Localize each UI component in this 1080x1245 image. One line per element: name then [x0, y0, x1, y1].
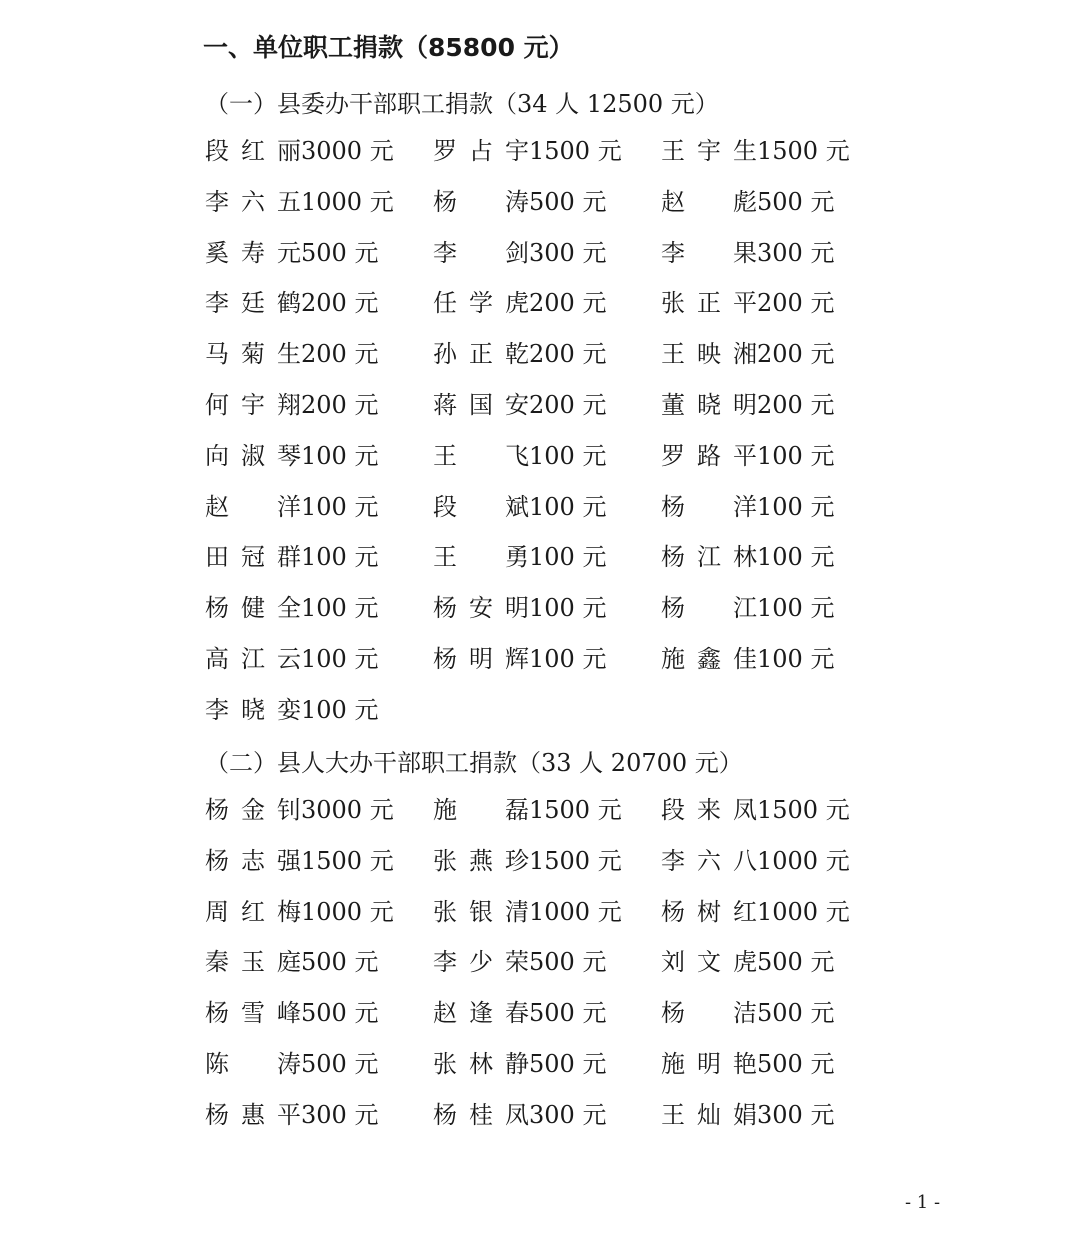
donor-name: 杨 江 — [661, 594, 757, 623]
donation-amount: 100 元 — [301, 644, 379, 673]
donation-amount: 300 元 — [529, 238, 607, 267]
donation-amount: 200 元 — [301, 390, 379, 419]
donor-entry — [433, 790, 622, 830]
donor-name: 杨安明 — [433, 594, 529, 623]
donation-amount: 500 元 — [757, 187, 835, 216]
donor-entry — [661, 131, 850, 171]
donor-entry — [661, 1095, 834, 1135]
donor-name: 张正平 — [661, 289, 757, 318]
donor-entry — [205, 436, 378, 476]
section-title-1: （一）县委办干部职工捐款（34 人 12500 元） — [205, 90, 719, 118]
donor-entry — [205, 537, 378, 577]
donor-grid-2 — [205, 790, 885, 1146]
donation-amount: 500 元 — [757, 948, 835, 977]
donor-entry — [433, 283, 606, 323]
donor-name: 杨 洋 — [661, 492, 757, 521]
donor-name: 陈 涛 — [205, 1049, 301, 1078]
donor-name: 杨雪峰 — [205, 999, 301, 1028]
donor-name: 王宇生 — [661, 137, 757, 165]
donation-amount: 100 元 — [757, 441, 835, 470]
donation-amount: 100 元 — [757, 543, 835, 572]
donor-name: 张林静 — [433, 1049, 529, 1078]
donation-amount: 200 元 — [529, 390, 607, 419]
donation-amount: 500 元 — [529, 948, 607, 977]
donor-entry — [661, 1044, 834, 1084]
donation-amount: 100 元 — [757, 644, 835, 673]
donor-name: 施 磊 — [433, 796, 529, 824]
donation-amount: 1500 元 — [301, 846, 394, 875]
donation-amount: 1000 元 — [757, 846, 850, 875]
donation-amount: 500 元 — [529, 1049, 607, 1078]
section-title-2: （二）县人大办干部职工捐款（33 人 20700 元） — [205, 749, 743, 777]
donor-name: 向淑琴 — [205, 441, 301, 470]
donation-amount: 1000 元 — [529, 897, 622, 926]
donation-amount: 500 元 — [301, 238, 379, 267]
donation-amount: 1000 元 — [757, 897, 850, 926]
donor-name: 王灿娟 — [661, 1100, 757, 1129]
donation-amount: 100 元 — [529, 644, 607, 673]
donor-entry — [205, 841, 394, 881]
donor-entry — [661, 790, 850, 830]
donor-name: 杨桂凤 — [433, 1100, 529, 1129]
donor-name: 李六八 — [661, 846, 757, 875]
donor-name: 李 剑 — [433, 238, 529, 267]
donor-row — [205, 993, 885, 1044]
donation-amount: 500 元 — [301, 1049, 379, 1078]
donation-amount: 1500 元 — [529, 846, 622, 875]
donor-entry — [433, 588, 606, 628]
donor-row — [205, 385, 885, 436]
donation-amount: 1500 元 — [529, 137, 622, 165]
donor-entry — [433, 436, 606, 476]
donor-entry — [661, 385, 834, 425]
donor-name: 杨江林 — [661, 543, 757, 572]
donation-amount: 300 元 — [301, 1100, 379, 1129]
donor-entry — [433, 892, 622, 932]
donor-entry — [661, 942, 834, 982]
donor-name: 秦玉庭 — [205, 948, 301, 977]
donation-amount: 3000 元 — [301, 137, 394, 165]
donor-name: 杨 涛 — [433, 187, 529, 216]
donation-amount: 500 元 — [529, 187, 607, 216]
donor-row — [205, 841, 885, 892]
donor-entry — [433, 1044, 606, 1084]
donor-name: 李少荣 — [433, 948, 529, 977]
donor-entry — [433, 182, 606, 222]
donor-name: 施鑫佳 — [661, 644, 757, 673]
donation-amount: 500 元 — [757, 999, 835, 1028]
donation-amount: 3000 元 — [301, 796, 394, 824]
donor-name: 杨志强 — [205, 846, 301, 875]
donor-row — [205, 690, 885, 741]
page-heading: 一、单位职工捐款（85800 元） — [203, 33, 574, 62]
donation-amount: 500 元 — [529, 999, 607, 1028]
donor-entry — [205, 942, 378, 982]
donor-entry — [433, 639, 606, 679]
donor-name: 王 飞 — [433, 441, 529, 470]
donor-entry — [661, 182, 834, 222]
donor-entry — [661, 283, 834, 323]
donor-row — [205, 131, 885, 182]
donation-amount: 100 元 — [301, 594, 379, 623]
donor-entry — [433, 487, 606, 527]
donor-entry — [661, 841, 850, 881]
donor-name: 董晓明 — [661, 390, 757, 419]
donor-row — [205, 942, 885, 993]
donor-row — [205, 639, 885, 690]
donation-amount: 1500 元 — [757, 137, 850, 165]
donation-amount: 100 元 — [301, 492, 379, 521]
donor-entry — [205, 283, 378, 323]
donor-entry — [205, 385, 378, 425]
donor-row — [205, 892, 885, 943]
donor-name: 张银清 — [433, 897, 529, 926]
donor-name: 李廷鹤 — [205, 289, 301, 318]
donation-amount: 100 元 — [529, 594, 607, 623]
donation-amount: 200 元 — [757, 340, 835, 369]
donor-name: 任学虎 — [433, 289, 529, 318]
donor-entry — [205, 1044, 378, 1084]
donation-amount: 100 元 — [529, 543, 607, 572]
donor-name: 李 果 — [661, 238, 757, 267]
donor-name: 张燕珍 — [433, 846, 529, 875]
donation-amount: 100 元 — [529, 492, 607, 521]
donation-amount: 100 元 — [301, 543, 379, 572]
donor-row — [205, 334, 885, 385]
donor-name: 杨金钊 — [205, 796, 301, 824]
donor-entry — [433, 233, 606, 273]
donor-entry — [433, 334, 606, 374]
page-number: - 1 - — [905, 1192, 941, 1213]
donation-amount: 200 元 — [529, 340, 607, 369]
donor-entry — [205, 1095, 378, 1135]
donor-name: 赵 彪 — [661, 187, 757, 216]
donor-entry — [661, 436, 834, 476]
donation-amount: 300 元 — [529, 1100, 607, 1129]
donation-amount: 1500 元 — [529, 796, 622, 824]
donor-name: 杨惠平 — [205, 1100, 301, 1129]
donation-amount: 1000 元 — [301, 187, 394, 216]
donor-name: 杨 洁 — [661, 999, 757, 1028]
donation-amount: 500 元 — [301, 999, 379, 1028]
donation-amount: 100 元 — [301, 695, 379, 724]
donor-name: 段 斌 — [433, 492, 529, 521]
donor-row — [205, 487, 885, 538]
donor-name: 王 勇 — [433, 543, 529, 572]
donation-amount: 100 元 — [529, 441, 607, 470]
donor-name: 赵 洋 — [205, 492, 301, 521]
donation-amount: 300 元 — [757, 1100, 835, 1129]
donor-row — [205, 233, 885, 284]
donor-entry — [661, 639, 834, 679]
donation-amount: 500 元 — [757, 1049, 835, 1078]
donor-row — [205, 1095, 885, 1146]
donation-amount: 100 元 — [757, 594, 835, 623]
donor-entry — [205, 790, 394, 830]
donation-amount: 200 元 — [757, 390, 835, 419]
donor-name: 李六五 — [205, 187, 301, 216]
donor-entry — [433, 993, 606, 1033]
donor-name: 何宇翔 — [205, 390, 301, 419]
donor-entry — [661, 537, 834, 577]
donor-entry — [205, 993, 378, 1033]
donation-amount: 200 元 — [529, 289, 607, 318]
donor-row — [205, 588, 885, 639]
donor-entry — [205, 334, 378, 374]
donor-entry — [205, 892, 394, 932]
donor-entry — [205, 182, 394, 222]
donation-amount: 1000 元 — [301, 897, 394, 926]
donation-amount: 100 元 — [301, 441, 379, 470]
donor-entry — [661, 588, 834, 628]
donor-entry — [205, 131, 394, 171]
donor-name: 蒋国安 — [433, 390, 529, 419]
donor-entry — [661, 233, 834, 273]
donor-name: 施明艳 — [661, 1049, 757, 1078]
donor-row — [205, 283, 885, 334]
donor-row — [205, 436, 885, 487]
donor-name: 杨树红 — [661, 897, 757, 926]
donor-row — [205, 182, 885, 233]
donor-name: 马菊生 — [205, 340, 301, 369]
donor-entry — [661, 892, 850, 932]
donor-name: 赵逢春 — [433, 999, 529, 1028]
donor-entry — [205, 233, 378, 273]
donation-amount: 100 元 — [757, 492, 835, 521]
donor-name: 周红梅 — [205, 897, 301, 926]
donor-entry — [433, 942, 606, 982]
donor-entry — [433, 131, 622, 171]
donation-amount: 300 元 — [757, 238, 835, 267]
donor-row — [205, 790, 885, 841]
donation-amount: 200 元 — [301, 289, 379, 318]
donation-amount: 200 元 — [757, 289, 835, 318]
donor-name: 罗路平 — [661, 441, 757, 470]
donor-name: 刘文虎 — [661, 948, 757, 977]
donor-row — [205, 1044, 885, 1095]
donation-amount: 200 元 — [301, 340, 379, 369]
donor-name: 高江云 — [205, 644, 301, 673]
donor-name: 奚寿元 — [205, 238, 301, 267]
donor-entry — [205, 588, 378, 628]
donor-entry — [205, 487, 378, 527]
donor-entry — [661, 334, 834, 374]
donor-name: 孙正乾 — [433, 340, 529, 369]
donor-entry — [661, 487, 834, 527]
donor-name: 杨明辉 — [433, 644, 529, 673]
donor-row — [205, 537, 885, 588]
donor-name: 杨健全 — [205, 594, 301, 623]
donor-entry — [433, 537, 606, 577]
donor-entry — [433, 385, 606, 425]
donor-entry — [205, 690, 378, 730]
donor-name: 罗占宇 — [433, 137, 529, 165]
donor-name: 段来凤 — [661, 796, 757, 824]
donor-entry — [433, 841, 622, 881]
donor-entry — [433, 1095, 606, 1135]
donor-name: 李晓娈 — [205, 695, 301, 724]
donor-name: 王映湘 — [661, 340, 757, 369]
donor-name: 段红丽 — [205, 137, 301, 165]
donor-grid-1 — [205, 131, 885, 741]
donation-amount: 500 元 — [301, 948, 379, 977]
donor-name: 田冠群 — [205, 543, 301, 572]
donor-entry — [205, 639, 378, 679]
donation-amount: 1500 元 — [757, 796, 850, 824]
donor-entry — [661, 993, 834, 1033]
